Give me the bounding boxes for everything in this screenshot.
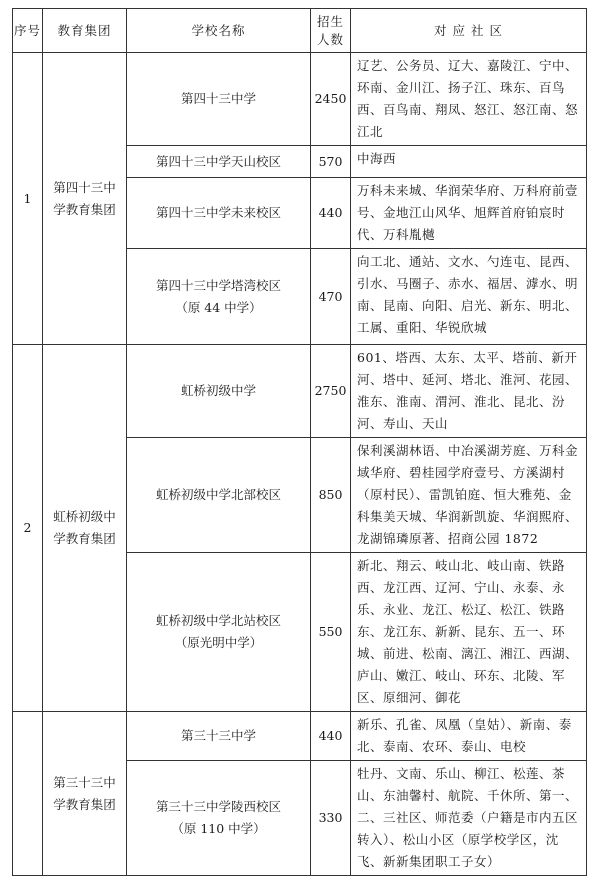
table-row (13, 345, 587, 438)
community-cell: 牡丹、文南、乐山、柳江、松莲、茶山、东油馨村、航院、千休所、第一、二、三社区、师范委（户籍是市内五区转入）、松山小区（原学校学区，沈飞、新新集团职工子女） (351, 761, 587, 876)
school-name: 虹桥初级中学北站校区 (155, 613, 281, 628)
enroll-cell: 2750 (311, 345, 351, 438)
school-name-cell (127, 345, 311, 438)
header-group: 教育集团 (43, 9, 127, 53)
header-enroll-label: 招生人数 (316, 13, 344, 47)
school-note: （原 110 中学） (171, 821, 266, 836)
school-name: 第四十三中学天山校区 (155, 153, 281, 169)
school-name-cell (127, 553, 311, 712)
school-name: 第四十三中学 (180, 91, 256, 106)
community-cell: 601、塔西、太东、太平、塔前、新开河、塔中、延河、塔北、淮河、花园、淮东、淮南、渭河、淮北、昆北、汾河、寿山、天山 (351, 345, 587, 438)
school-name-cell (127, 761, 311, 876)
school-name-cell (127, 146, 311, 178)
school-name: 第三十三中学陵西校区 (155, 799, 281, 814)
header-enroll (311, 9, 351, 53)
school-name-cell (127, 53, 311, 146)
school-name: 虹桥初级中学北部校区 (155, 487, 281, 502)
enroll-cell: 440 (311, 712, 351, 761)
header-community: 对 应 社 区 (351, 9, 587, 53)
school-name-cell (127, 438, 311, 553)
community-cell: 辽艺、公务员、辽大、嘉陵江、宁中、环南、金川江、扬子江、珠东、百鸟西、百鸟南、翔凤、怒江、怒江南、怒江北 (351, 53, 587, 146)
community-cell: 保利溪湖林语、中冶溪湖芳庭、万科金域华府、碧桂园学府壹号、方溪湖村（原村民）、雷凯铂庭、恒大雅苑、金科集美天城、华润新凯旋、华润熙府、龙湖锦璘原著、招商公园 1872 (351, 438, 587, 553)
community-cell: 万科未来城、华润荣华府、万科府前壹号、金地江山风华、旭辉首府铂宸时代、万科胤樾 (351, 178, 587, 249)
header-seq-label: 序号 (13, 22, 41, 38)
enroll-cell: 330 (311, 761, 351, 876)
school-name: 第四十三中学塔湾校区 (155, 277, 281, 293)
community-cell: 新北、翔云、岐山北、岐山南、铁路西、龙江西、辽河、宁山、永泰、永乐、永业、龙江、松辽、松江、铁路东、龙江东、新新、昆东、五一、环城、前进、松南、漓江、湘江、西湖、庐山、嫩江、岐山、环东、北陵、军区、原细河、御花 (351, 553, 587, 712)
header-seq (13, 9, 43, 53)
seq-cell (13, 712, 43, 876)
school-note: （原光明中学） (174, 635, 263, 650)
enroll-cell: 850 (311, 438, 351, 553)
enroll-cell: 550 (311, 553, 351, 712)
header-school: 学校名称 (127, 9, 311, 53)
community-cell: 中海西 (351, 146, 587, 178)
seq-cell: 1 (13, 53, 43, 345)
enroll-cell: 440 (311, 178, 351, 249)
group-cell: 第三十三中学教育集团 (43, 712, 127, 876)
enroll-cell: 2450 (311, 53, 351, 146)
seq-cell: 2 (13, 345, 43, 712)
school-name-cell (127, 249, 311, 345)
community-cell: 新乐、孔雀、凤凰（皇姑）、新南、泰北、泰南、农环、泰山、电校 (351, 712, 587, 761)
table-row (13, 712, 587, 761)
enroll-cell: 570 (311, 146, 351, 178)
school-name-cell (127, 178, 311, 249)
school-name: 第三十三中学 (180, 728, 256, 743)
community-cell: 向工北、通站、文水、勺连屯、昆西、引水、马圈子、赤水、福居、滹水、明南、昆南、向阳、启光、新东、明北、工属、重阳、华锐欣城 (351, 249, 587, 345)
school-name: 第四十三中学未来校区 (155, 205, 281, 220)
enroll-cell: 470 (311, 249, 351, 345)
table-row (13, 53, 587, 146)
enrollment-table (12, 8, 587, 876)
school-name-cell (127, 712, 311, 761)
school-note: （原 44 中学） (175, 299, 262, 315)
group-cell: 第四十三中学教育集团 (43, 53, 127, 345)
school-name: 虹桥初级中学 (180, 383, 256, 398)
group-cell: 虹桥初级中学教育集团 (43, 345, 127, 712)
